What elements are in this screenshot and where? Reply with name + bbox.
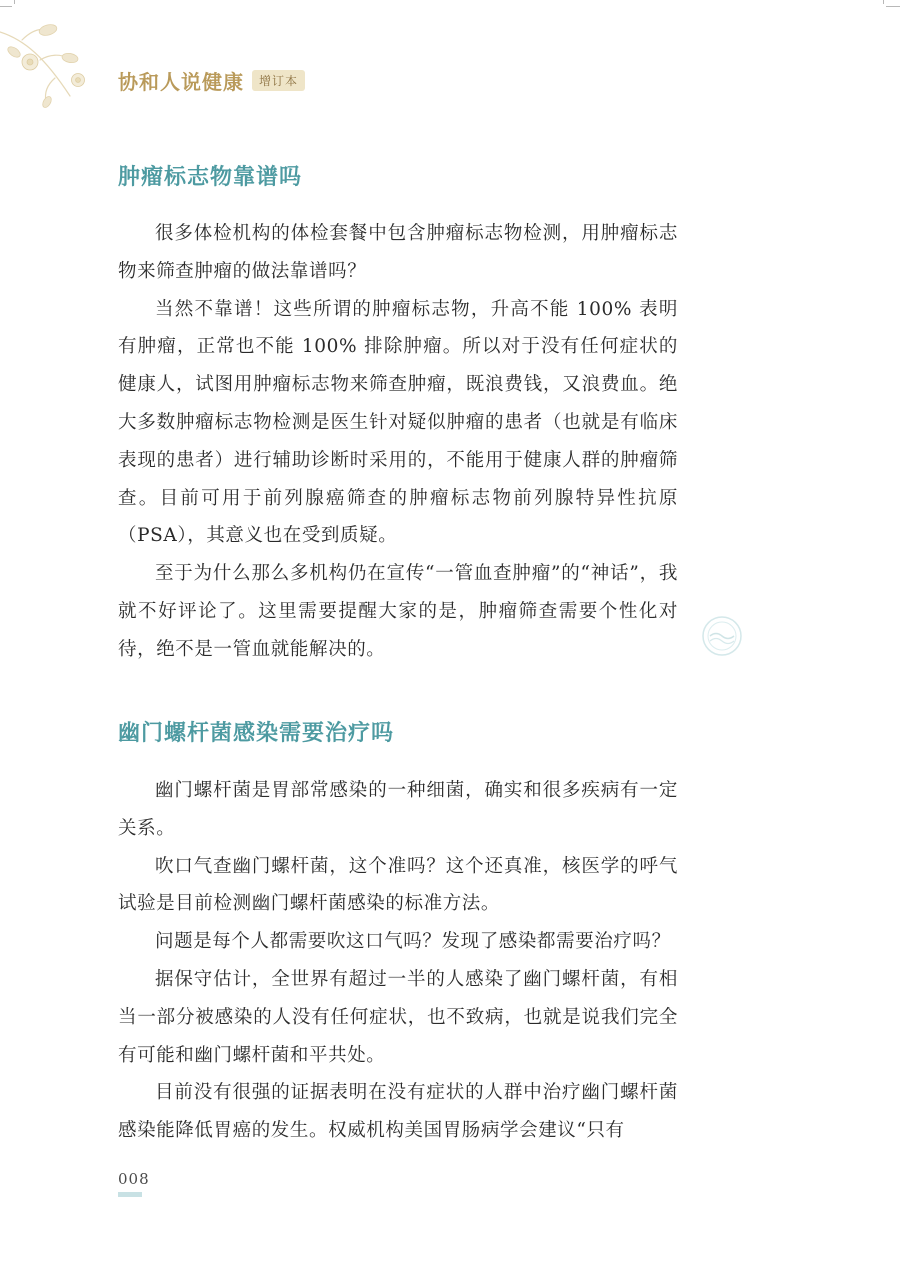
paragraph: 问题是每个人都需要吹这口气吗？发现了感染都需要治疗吗？ (155, 931, 671, 953)
publisher-stamp-icon (700, 614, 744, 658)
section-heading-h-pylori: 幽门螺杆菌感染需要治疗吗 (118, 720, 395, 746)
running-header (118, 66, 305, 95)
floral-ornament-icon (0, 18, 120, 108)
section-body-h-pylori (118, 772, 678, 1150)
paragraph: 据保守估计，全世界有超过一半的人感染了幽门螺杆菌，有相当一部分被感染的人没有任何症状，也不致病，也就是说我们完全有可能和幽门螺杆菌和平共处。 (118, 968, 678, 1066)
crop-mark (14, 0, 15, 4)
crop-mark (0, 6, 12, 7)
section-body-tumor-markers (118, 215, 678, 669)
section-heading-tumor-markers: 肿瘤标志物靠谱吗 (118, 164, 303, 190)
crop-mark (886, 6, 900, 7)
crop-mark (883, 0, 884, 4)
paragraph: 当然不靠谱！这些所谓的肿瘤标志物，升高不能 100% 表明有肿瘤，正常也不能 100% 排除肿瘤。所以对于没有任何症状的健康人，试图用肿瘤标志物来筛查肿瘤，既浪费钱，又浪费血。绝大多数肿瘤标志物检测是医生针对疑似肿瘤的患者（也就是有临床表现的患者）进行辅助诊断时采用的，不能用于健康人群的肿瘤筛查。目前可用于前列腺癌筛查的肿瘤标志物前列腺特异性抗原（PSA），其意义也在受到质疑。 (118, 298, 678, 547)
page-number-underline (118, 1192, 142, 1197)
edition-badge: 增订本 (252, 70, 305, 91)
paragraph: 幽门螺杆菌是胃部常感染的一种细菌，确实和很多疾病有一定关系。 (118, 780, 678, 839)
paragraph: 目前没有很强的证据表明在没有症状的人群中治疗幽门螺杆菌感染能降低胃癌的发生。权威机构美国胃肠病学会建议“只有 (118, 1082, 678, 1142)
paragraph: 吹口气查幽门螺杆菌，这个准吗？这个还真准，核医学的呼气试验是目前检测幽门螺杆菌感染的标准方法。 (118, 855, 678, 915)
book-title: 协和人说健康 (118, 70, 244, 94)
paragraph: 至于为什么那么多机构仍在宣传“一管血查肿瘤”的“神话”，我就不好评论了。这里需要提醒大家的是，肿瘤筛查需要个性化对待，绝不是一管血就能解决的。 (118, 563, 678, 660)
paragraph: 很多体检机构的体检套餐中包含肿瘤标志物检测，用肿瘤标志物来筛查肿瘤的做法靠谱吗？ (118, 223, 678, 282)
page-number: 008 (118, 1170, 150, 1188)
